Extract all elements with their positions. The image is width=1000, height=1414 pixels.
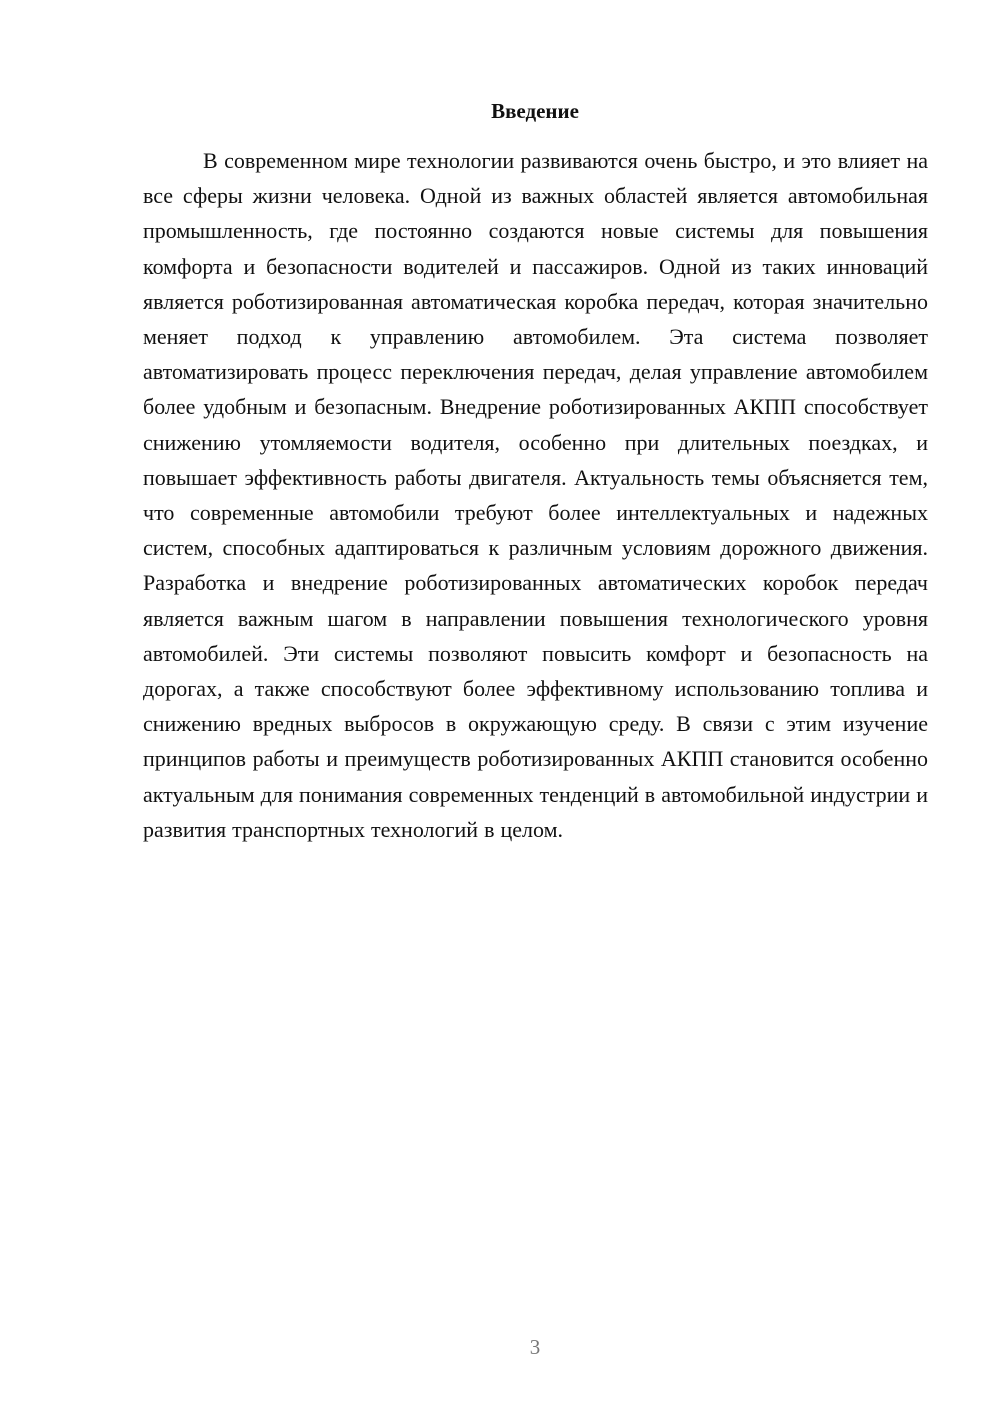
introduction-paragraph: В современном мире технологии развиваются очень быстро, и это влияет на все сферы жизни человека. Одной из важных областей является автомобильная промышленность, где постоянно создаются новые системы для повышения комфорта и безопасности водителей и пассажиров. Одной из таких инноваций является роботизированная автоматическая коробка передач, которая значительно меняет подход к управлению автомобилем. Эта система позволяет автоматизировать процесс переключения передач, делая управление автомобилем более удобным и безопасным. Внедрение роботизированных АКПП способствует снижению утомляемости водителя, особенно при длительных поездках, и повышает эффективность работы двигателя. Актуальность темы объясняется тем, что современные автомобили требуют более интеллектуальных и надежных систем, способных адаптироваться к различным условиям дорожного движения. Разработка и внедрение роботизированных автоматических коробок передач является важным шагом в направлении повышения технологического уровня автомобилей. Эти системы позволяют повысить комфорт и безопасность на дорогах, а также способствуют более эффективному использованию топлива и снижению вредных выбросов в окружающую среду. В связи с этим изучение принципов работы и преимуществ роботизированных АКПП становится особенно актуальным для понимания современных тенденций в автомобильной индустрии и развития транспортных технологий в целом. [143, 148, 928, 842]
body-text [143, 143, 928, 847]
page-title: Введение [491, 99, 579, 123]
page-number: 3 [529, 1335, 541, 1359]
